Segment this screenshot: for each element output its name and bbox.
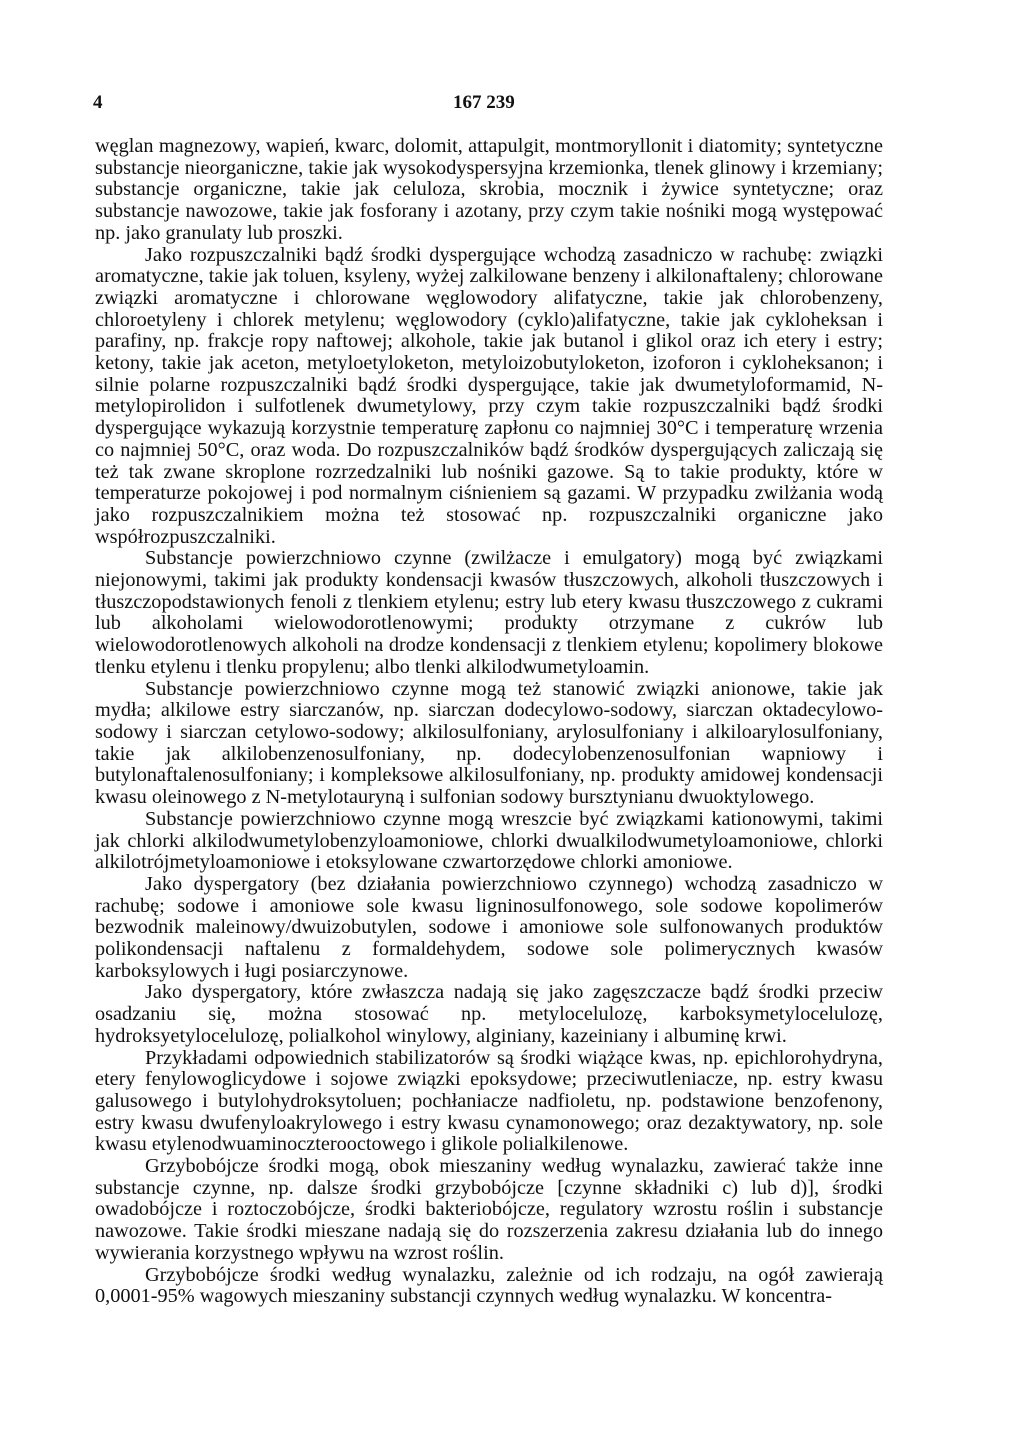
paragraph-concentration: Grzybobójcze środki według wynalazku, zależnie od ich rodzaju, na ogół zawierają 0,0001-95% wagowych mieszaniny substancji czynnych według wynalazku. W koncentra- — [95, 1263, 883, 1308]
paragraph-dispersants: Jako dyspergatory (bez działania powierzchniowo czynnego) wchodzą zasadniczo w rachubę; sodowe i amoniowe sole kwasu ligninosulfonowego, sole sodowe kopolimerów bezwodnik maleinowy/dwuizobutylen, sodowe i amoniowe sole sulfonowanych produktów polikondensacji naftalenu z formaldehydem, sodowe sole polimerycznych kwasów karboksylowych i ługi posiarczynowe. — [95, 872, 883, 982]
document-body — [95, 136, 883, 1308]
paragraph-cationic-surfactants: Substancje powierzchniowo czynne mogą wreszcie być związkami kationowymi, takimi jak chlorki alkilodwumetylobenzyloamoniowe, chlorki dwualkilodwumetyloamoniowe, chlorki alkilotrójmetyloamoniowe i etoksylowane czwartorzędowe chlorki amoniowe. — [95, 807, 883, 874]
paragraph-thickeners: Jako dyspergatory, które zwłaszcza nadają się jako zagęszczacze bądź środki przeciw osadzaniu się, można stosować np. metylocelulozę, karboksymetylocelulozę, hydroksyetylocelulozę, polialkohol winylowy, alginiany, kazeiniany i albuminę krwi. — [95, 981, 883, 1047]
paragraph-carriers: węglan magnezowy, wapień, kwarc, dolomit, attapulgit, montmoryllonit i diatomity; syntetyczne substancje nieorganiczne, takie jak wysokodyspersyjna krzemionka, tlenek glinowy i krzemiany; substancje organiczne, takie jak celuloza, skrobia, mocznik i żywice syntetyczne; oraz substancje nawozowe, takie jak fosforany i azotany, przy czym takie nośniki mogą występować np. jako granulaty lub proszki. — [95, 135, 883, 244]
paragraph-anionic-surfactants: Substancje powierzchniowo czynne mogą też stanowić związki anionowe, takie jak mydła; alkilowe estry siarczanów, np. siarczan dodecylowo-sodowy, siarczan oktadecylowo-sodowy i siarczan cetylowo-sodowy; alkilosulfoniany, arylosulfoniany i alkiloarylosulfoniany, takie jak alkilobenzenosulfoniany, np. dodecylobenzenosulfonian wapniowy i butylonaftalenosulfoniany; i kompleksowe alkilosulfoniany, np. produkty amidowej kondensacji kwasu oleinowego z N-metylotauryną i sulfonian sodowy bursztynianu dwuoktylowego. — [95, 677, 883, 809]
patent-number: 167 239 — [453, 92, 515, 113]
page-header — [93, 92, 913, 116]
paragraph-stabilizers: Przykładami odpowiednich stabilizatorów są środki wiążące kwas, np. epichlorohydryna, etery fenylowoglicydowe i sojowe związki epoksydowe; przeciwutleniacze, np. estry kwasu galusowego i butylohydroksytoluen; pochłaniacze nadfioletu, np. podstawione benzofenony, estry kwasu dwufenyloakrylowego i estry kwasu cynamonowego; oraz dezaktywatory, np. sole kwasu etylenodwuaminoczterooctowego i glikole polialkilenowe. — [95, 1046, 883, 1156]
paragraph-solvents: Jako rozpuszczalniki bądź środki dyspergujące wchodzą zasadniczo w rachubę: związki aromatyczne, takie jak toluen, ksyleny, wyżej zalkilowane benzeny i alkilonaftaleny; chlorowane związki aromatyczne i chlorowane węglowodory alifatyczne, takie jak chlorobenzeny, chloroetyleny i chlorek metylenu; węglowodory (cyklo)alifatyczne, takie jak cykloheksan i parafiny, np. frakcje ropy naftowej; alkohole, takie jak butanol i glikol oraz ich etery i estry; ketony, takie jak aceton, metyloetyloketon, metyloizobutyloketon, izoforon i cykloheksanon; i silnie polarne rozpuszczalniki bądź środki dyspergujące, takie jak dwumetyloformamid, N-metylopirolidon i sulfotlenek dwumetylowy, przy czym takie rozpuszczalniki bądź środki dyspergujące wykazują korzystnie temperaturę zapłonu co najmniej 30°C i temperaturę wrzenia co najmniej 50°C, oraz woda. Do rozpuszczalników bądź środków dyspergujących zaliczają się też tak zwane skroplone rozrzedzalniki lub nośniki gazowe. Są to takie produkty, które w temperaturze pokojowej i pod normalnym ciśnieniem są gazami. W przypadku zwilżania wodą jako rozpuszczalnikiem można też stosować np. rozpuszczalniki organiczne jako współrozpuszczalniki. — [95, 243, 883, 548]
paragraph-mixed-agents: Grzybobójcze środki mogą, obok mieszaniny według wynalazku, zawierać także inne substancje czynne, np. dalsze środki grzybobójcze [czynne składniki c) lub d)], środki owadobójcze i roztoczobójcze, środki bakteriobójcze, regulatory wzrostu roślin i substancje nawozowe. Takie środki mieszane nadają się do rozszerzenia zakresu działania lub do innego wywierania korzystnego wpływu na wzrost roślin. — [95, 1155, 883, 1264]
page-number: 4 — [93, 92, 103, 113]
paragraph-nonionic-surfactants: Substancje powierzchniowo czynne (zwilżacze i emulgatory) mogą być związkami niejonowymi, takimi jak produkty kondensacji kwasów tłuszczowych, alkoholi tłuszczowych i tłuszczopodstawionych fenoli z tlenkiem etylenu; estry lub etery kwasu tłuszczowego z cukrami lub alkoholami wielowodorotlenowymi; produkty otrzymane z cukrów lub wielowodorotlenowych alkoholi na drodze kondensacji z tlenkiem etylenu; kopolimery blokowe tlenku etylenu i tlenku propylenu; albo tlenki alkilodwumetyloamin. — [95, 547, 883, 678]
